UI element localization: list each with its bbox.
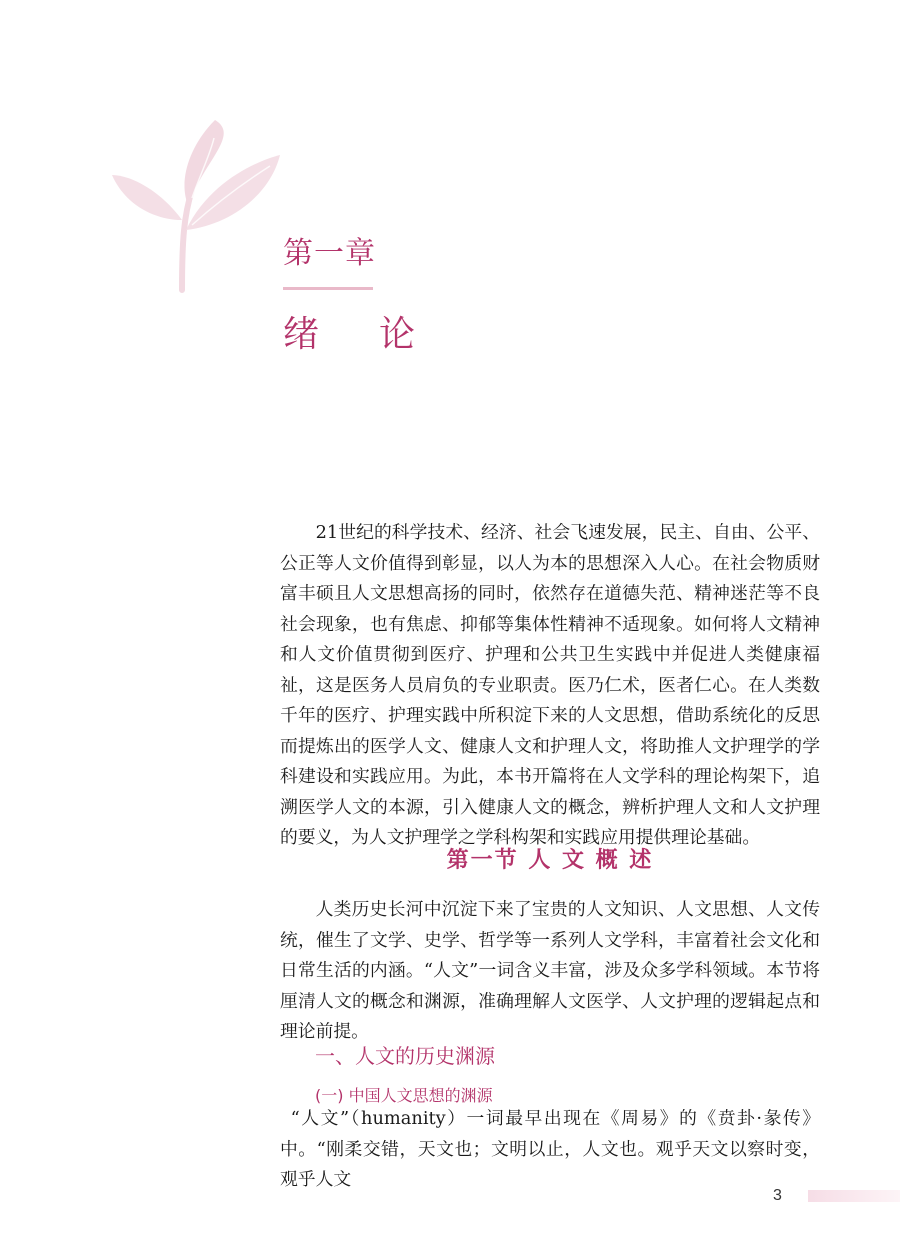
subsection-heading: 一、人文的历史渊源 xyxy=(315,1044,495,1068)
body-paragraph: “人文”（humanity）一词最早出现在《周易》的《贲卦·彖传》中。“刚柔交错，天文也；文明以止，人文也。观乎天文以察时变，观乎人文 xyxy=(280,1108,820,1190)
leaf-sprout-icon xyxy=(100,120,290,300)
chapter-number: 第一章 xyxy=(283,236,376,271)
chapter-divider xyxy=(283,287,373,290)
section-paragraph: 人类历史长河中沉淀下来了宝贵的人文知识、人文思想、人文传统，催生了文学、史学、哲学等一系列人文学科，丰富着社会文化和日常生活的内涵。“人文”一词含义丰富，涉及众多学科领域。本节将厘清人文的概念和渊源，准确理解人文医学、人文护理的逻辑起点和理论前提。 xyxy=(280,899,820,1042)
section-title: 第一节 人 文 概 述 xyxy=(446,848,654,873)
sub-subsection-heading: (一) 中国人文思想的渊源 xyxy=(315,1086,493,1105)
chapter-title: 绪论 xyxy=(283,314,476,355)
page-footer-bar xyxy=(808,1190,900,1202)
intro-paragraph: 21世纪的科学技术、经济、社会飞速发展，民主、自由、公平、公正等人文价值得到彰显，以人为本的思想深入人心。在社会物质财富丰硕且人文思想高扬的同时，依然存在道德失范、精神迷茫等不良社会现象，也有焦虑、抑郁等集体性精神不适现象。如何将人文精神和人文价值贯彻到医疗、护理和公共卫生实践中并促进人类健康福祉，这是医务人员肩负的专业职责。医乃仁术，医者仁心。在人类数千年的医疗、护理实践中所积淀下来的人文思想，借助系统化的反思而提炼出的医学人文、健康人文和护理人文，将助推人文护理学的学科建设和实践应用。为此，本书开篇将在人文学科的理论构架下，追溯医学人文的本源，引入健康人文的概念，辨析护理人文和人文护理的要义，为人文护理学之学科构架和实践应用提供理论基础。 xyxy=(280,522,820,848)
page-number: 3 xyxy=(773,1187,782,1204)
